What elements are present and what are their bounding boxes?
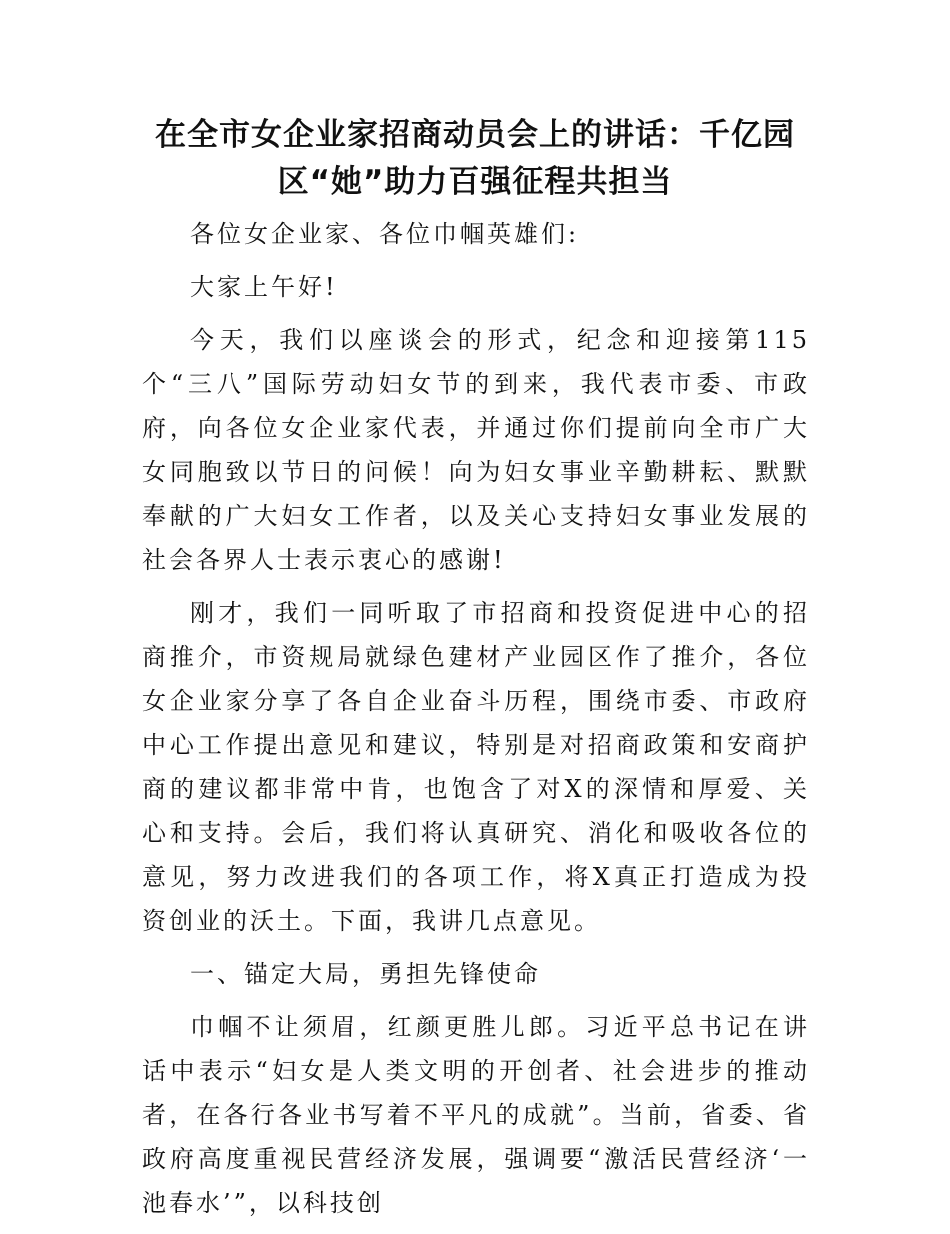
body-paragraph: 今天，我们以座谈会的形式，纪念和迎接第115个“三八”国际劳动妇女节的到来，我代表市委、市政府，向各位女企业家代表，并通过你们提前向全市广大女同胞致以节日的问候！向为妇女事业辛勤耕耘、默默奉献的广大妇女工作者，以及关心支持妇女事业发展的社会各界人士表示衷心的感谢! [142,326,810,574]
body-paragraph: 巾帼不让须眉，红颜更胜儿郎。习近平总书记在讲话中表示“妇女是人类文明的开创者、社会进步的推动者，在各行各业书写着不平凡的成就”。当前，省委、省政府高度重视民营经济发展，强调要“激活民营经济‘一池春水’”，以科技创 [142,1013,810,1217]
salutation-paragraph: 各位女企业家、各位巾帼英雄们: [190,220,580,248]
section-heading: 一、锚定大局，勇担先锋使命 [190,960,541,988]
document-body [142,212,810,1234]
document-title: 在全市女企业家招商动员会上的讲话：千亿园区“她”助力百强征程共担当 [155,117,795,200]
body-paragraph: 刚才，我们一同听取了市招商和投资促进中心的招商推介，市资规局就绿色建材产业园区作了推介，各位女企业家分享了各自企业奋斗历程，围绕市委、市政府中心工作提出意见和建议，特别是对招商政策和安商护商的建议都非常中肯，也饱含了对X的深情和厚爱、关心和支持。会后，我们将认真研究、消化和吸收各位的意见，努力改进我们的各项工作，将X真正打造成为投资创业的沃土。下面，我讲几点意见。 [142,599,810,935]
greeting-paragraph: 大家上午好! [190,273,338,301]
